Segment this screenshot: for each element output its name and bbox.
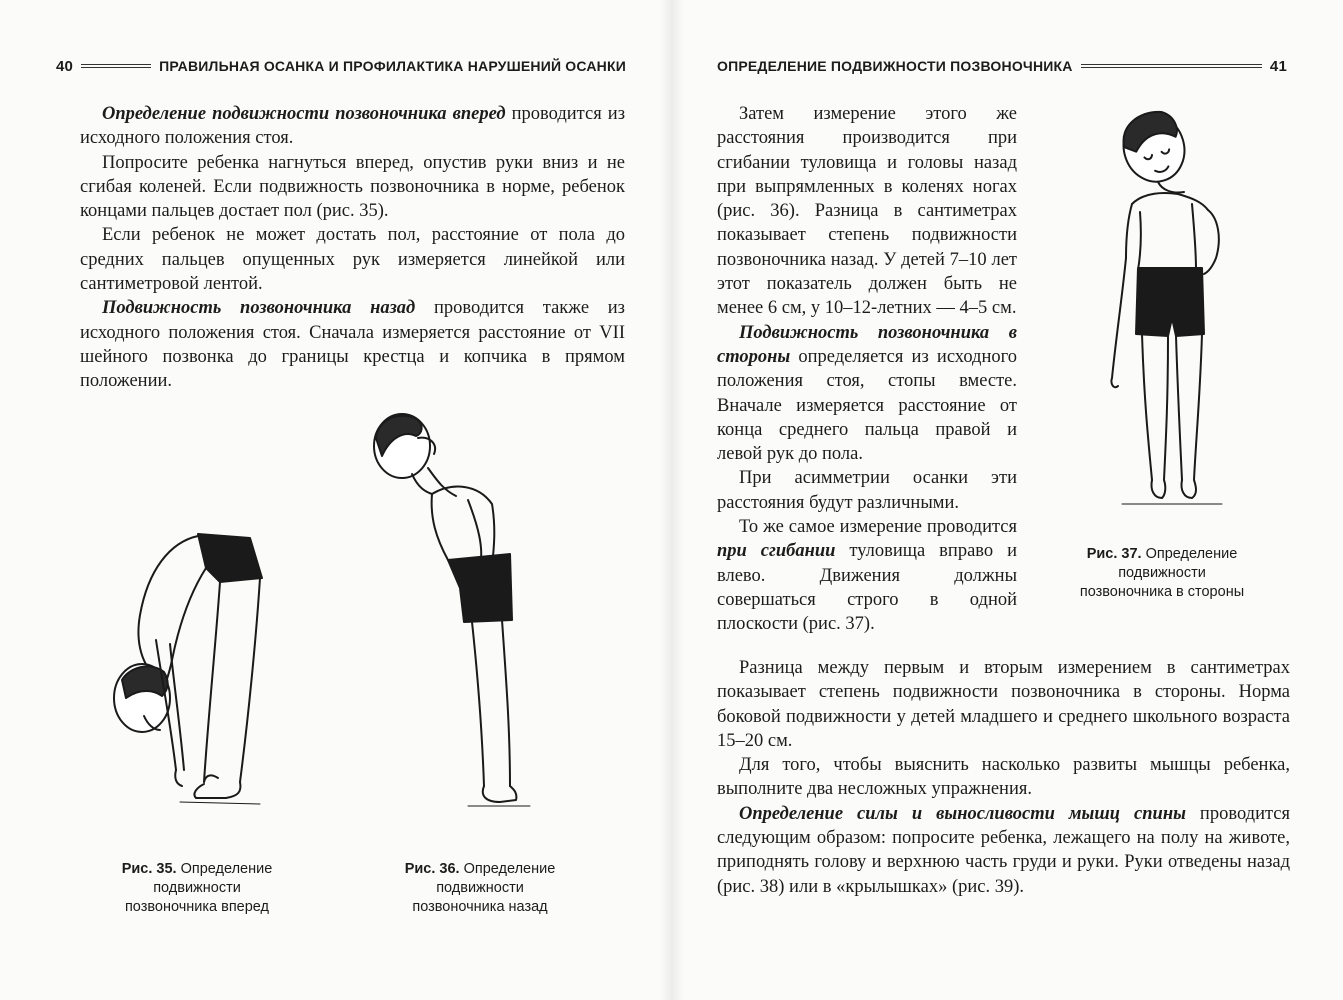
caption-line: Определение xyxy=(180,861,273,877)
right-page-number: 41 xyxy=(1269,57,1287,75)
caption-line: Определение xyxy=(1145,546,1238,562)
paragraph-text: определяется из исходного положения стоя, стопы вместе. Вначале измеряется расстояние от конца среднего пальца правой и левой рук до пола. xyxy=(717,346,1017,465)
paragraph xyxy=(717,656,1290,753)
figure-number: Рис. 36. xyxy=(404,861,460,877)
right-body-text-column xyxy=(717,102,1017,637)
left-body-text xyxy=(80,102,625,394)
paragraph xyxy=(717,753,1290,802)
paragraph-emphasis: при сгибании xyxy=(717,541,836,562)
right-running-header xyxy=(717,56,1287,76)
paragraph-text: проводится следующим образом: попросите ребенка, лежащего на полу на животе, приподнять голову и верхнюю часть груди и руки. Руки отведены назад (рис. 38) или в «крылышках» (рис. 39). xyxy=(717,803,1290,897)
paragraph-text: проводится также из исходного положения стоя. Сначала измеряется расстояние от VII шейного позвонка до границы крестца и копчика в прямом положении. xyxy=(80,298,625,392)
paragraph-text: Если ребенок не может достать пол, расстояние от пола до средних пальцев опущенных рук измеряется линейкой или сантиметровой лентой. xyxy=(80,225,625,295)
paragraph xyxy=(80,223,625,296)
paragraph-lead: Определение силы и выносливости мышц спины xyxy=(739,803,1186,824)
figure-number: Рис. 35. xyxy=(121,861,177,877)
caption-line: Определение xyxy=(463,861,556,877)
caption-line: подвижности xyxy=(1118,565,1206,581)
caption-line: позвоночника назад xyxy=(412,899,548,915)
paragraph xyxy=(717,466,1017,515)
paragraph xyxy=(717,515,1017,636)
right-page xyxy=(672,0,1343,1000)
left-running-head: ПРАВИЛЬНАЯ ОСАНКА И ПРОФИЛАКТИКА НАРУШЕНИЙ ОСАНКИ xyxy=(159,58,626,74)
paragraph xyxy=(80,151,625,224)
paragraph-text: проводится из исходного положения стоя. xyxy=(80,104,626,149)
paragraph xyxy=(717,321,1017,467)
figure-37-caption xyxy=(1057,545,1267,602)
caption-line: позвоночника в стороны xyxy=(1079,584,1245,600)
figure-36-caption xyxy=(380,860,580,917)
paragraph-text: Затем измерение этого же расстояния производится при сгибании туловища и головы назад при выпрямленных в коленях ногах (рис. 36). Разница в сантиметрах показывает степень подвижности позвоночника назад. У детей 7–10 лет этот показатель должен быть не менее 6 см, у 10–12-летних — 4–5 см. xyxy=(717,104,1017,319)
paragraph-text: Для того, чтобы выяснить насколько развиты мышцы ребенка, выполните два несложных упражнения. xyxy=(717,755,1290,800)
paragraph xyxy=(717,102,1017,321)
paragraph xyxy=(80,296,625,393)
paragraph-text: туловища вправо и влево. Движения должны совершаться строго в одной плоскости (рис. 37). xyxy=(717,541,1017,635)
caption-line: позвоночника вперед xyxy=(124,899,270,915)
paragraph-text: Попросите ребенка нагнуться вперед, опустив руки вниз и не сгибая коленей. Если подвижность позвоночника в норме, ребенок концами пальцев достает пол (рис. 35). xyxy=(80,152,625,222)
paragraph-lead: Подвижность позвоночника назад xyxy=(102,298,416,319)
paragraph-lead: Определение подвижности позвоночника вперед xyxy=(102,104,506,124)
left-page-number: 40 xyxy=(56,57,74,75)
header-rule xyxy=(1081,64,1262,68)
paragraph xyxy=(717,802,1290,899)
right-body-text-full xyxy=(717,656,1290,899)
caption-line: подвижности xyxy=(436,880,524,896)
figure-number: Рис. 37. xyxy=(1086,546,1142,562)
paragraph xyxy=(80,102,625,151)
figure-35-caption xyxy=(92,860,302,917)
left-running-header xyxy=(56,56,626,76)
figure-35-forward-bend-illustration xyxy=(100,520,300,810)
figure-37-side-bend-illustration xyxy=(1092,108,1252,508)
paragraph-text: При асимметрии осанки эти расстояния будут различными. xyxy=(717,468,1017,513)
paragraph-lead: Подвижность позвоночника в стороны xyxy=(717,322,1017,367)
paragraph-text: То же самое измерение проводится xyxy=(739,517,1017,538)
paragraph-text: Разница между первым и вторым измерением в сантиметрах показывает степень подвижности позвоночника в стороны. Норма боковой подвижности у детей младшего и среднего школьного возраста 15–20 см. xyxy=(717,658,1290,751)
figure-36-backward-bend-illustration xyxy=(360,408,540,808)
header-rule xyxy=(81,64,151,68)
right-running-head: ОПРЕДЕЛЕНИЕ ПОДВИЖНОСТИ ПОЗВОНОЧНИКА xyxy=(717,58,1073,74)
caption-line: подвижности xyxy=(153,880,241,896)
